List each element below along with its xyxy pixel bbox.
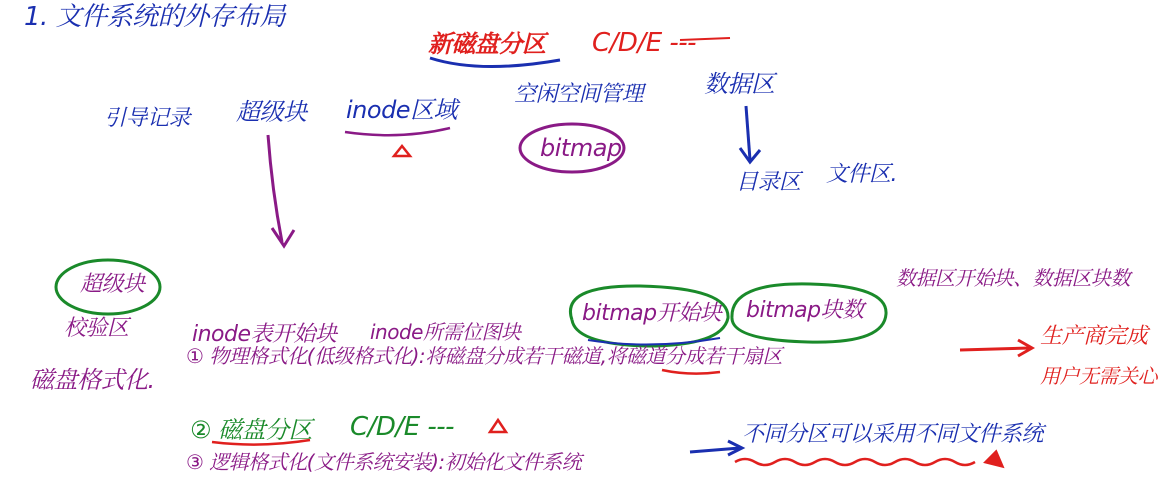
- file-area-label: 文件区.: [826, 162, 897, 187]
- drive-letters-top: C/D/E ---: [592, 28, 697, 58]
- free-space-management-label: 空闲空间管理: [514, 82, 644, 107]
- inode-bitmap-blocks-label: inode所需位图块: [370, 320, 521, 344]
- data-area-arrow-line: [746, 106, 750, 160]
- inode-table-start-label: inode表开始块: [192, 322, 337, 347]
- bitmap-block-count-label: bitmap块数: [746, 298, 864, 323]
- super-block-circled-label: 超级块: [80, 272, 145, 297]
- different-filesystems-note: 不同分区可以采用不同文件系统: [742, 422, 1044, 447]
- boot-block-label: 引导记录: [104, 106, 191, 131]
- physical-format-step: ① 物理格式化(低级格式化):将磁盘分成若干磁道,将磁道分成若干扇区: [186, 344, 782, 368]
- bitmap-label: bitmap: [540, 134, 622, 162]
- super-block-arrow-head: [272, 228, 294, 246]
- directory-area-label: 目录区: [736, 170, 801, 195]
- step3-end-mark: [986, 452, 1002, 466]
- notes-title: 1. 文件系统的外存布局: [24, 2, 286, 32]
- new-disk-partition: 新磁盘分区: [428, 30, 546, 58]
- user-no-care-note: 用户无需关心: [1040, 364, 1157, 388]
- inode-triangle-mark: [394, 146, 410, 156]
- new-disk-underline: [430, 58, 560, 67]
- bitmap-start-block-label: bitmap开始块: [582, 301, 722, 326]
- track-underline: [662, 370, 720, 374]
- data-area-start-label: 数据区开始块、数据区块数: [896, 266, 1130, 290]
- data-area-label: 数据区: [704, 70, 775, 98]
- drive-letters-step2: C/D/E ---: [350, 412, 455, 442]
- step2-triangle-mark: [490, 420, 506, 432]
- partition-step: ② 磁盘分区: [190, 416, 313, 444]
- super-block-arrow-line: [268, 135, 282, 242]
- sector-arrow-line: [960, 348, 1030, 350]
- manufacturer-note: 生产商完成: [1040, 324, 1148, 349]
- super-block-label: 超级块: [236, 98, 307, 126]
- check-area-label: 校验区: [64, 316, 129, 341]
- logical-format-step: ③ 逻辑格式化(文件系统安装):初始化文件系统: [186, 450, 582, 474]
- step3-wavy-underline: [735, 459, 975, 465]
- disk-format-heading: 磁盘格式化.: [30, 366, 155, 394]
- inode-area-label: inode区域: [346, 96, 458, 124]
- inode-area-underline: [345, 128, 450, 135]
